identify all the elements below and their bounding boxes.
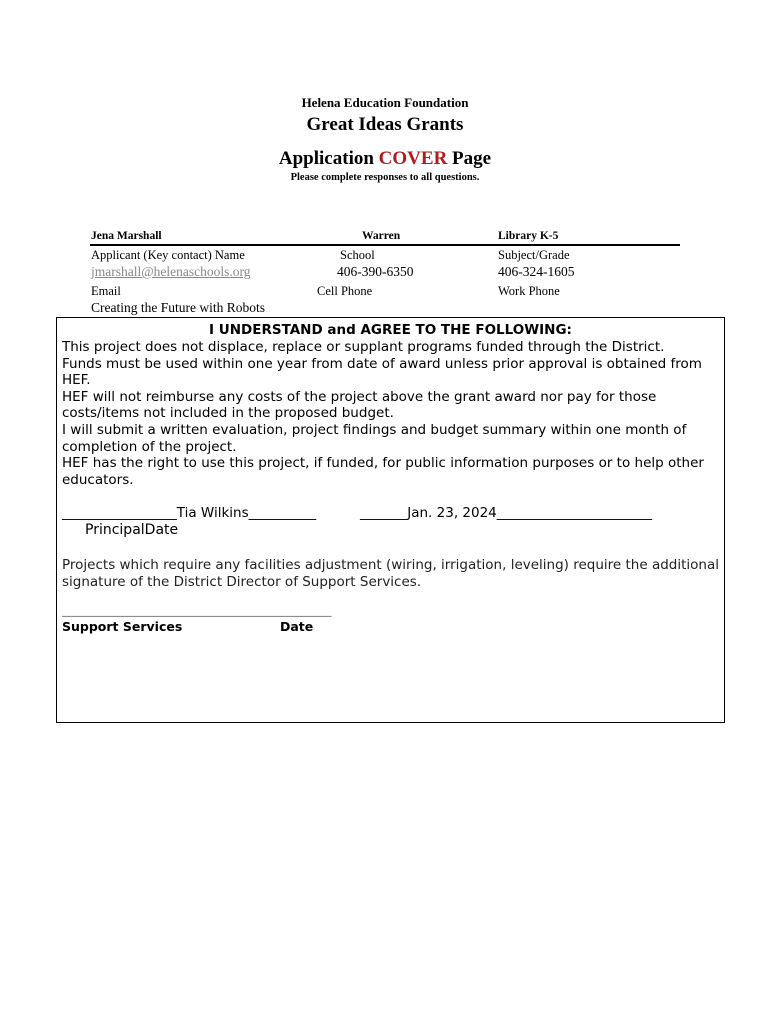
project-title[interactable]: Creating the Future with Robots xyxy=(91,300,265,315)
support-signature-line[interactable]: _________________________________________________ xyxy=(62,604,332,617)
form-subtitle xyxy=(0,148,770,170)
agreement-item-publicity: HEF has the right to use this project, if funded, for public information purposes or to help other educators. xyxy=(62,455,704,488)
organization-name: Helena Education Foundation xyxy=(301,95,469,110)
agreement-item-supplant: This project does not displace, replace or supplant programs funded through the District. xyxy=(62,339,665,355)
cell-phone-label: Cell Phone xyxy=(317,284,373,298)
agreement-item-reimbursement: HEF will not reimburse any costs of the project above the grant award nor pay for those costs/items not included in the proposed budget. xyxy=(62,388,657,422)
applicant-name-value[interactable]: Jena Marshall xyxy=(91,230,162,242)
email-value-link[interactable]: jmarshall@helenaschools.org xyxy=(91,264,251,279)
agreement-item-timeframe: Funds must be used within one year from date of award unless prior approval is obtained from HEF. xyxy=(62,355,702,389)
applicant-divider xyxy=(90,244,680,246)
cell-phone-value[interactable]: 406-390-6350 xyxy=(337,264,414,279)
instructions: Please complete responses to all questions. xyxy=(290,172,480,183)
principal-date-label: Date xyxy=(144,522,179,538)
agreement-text xyxy=(62,339,722,488)
applicant-name-label: Applicant (Key contact) Name xyxy=(91,248,245,262)
principal-signature-line[interactable]: _________________Tia Wilkins__________ xyxy=(62,505,317,521)
subject-grade-label: Subject/Grade xyxy=(498,248,570,262)
support-services-label: Support Services xyxy=(62,619,183,634)
subtitle-post: Page xyxy=(447,148,492,169)
email-label: Email xyxy=(91,284,121,298)
facilities-note: Projects which require any facilities adjustment (wiring, irrigation, leveling) require the additional signature of the District Director of Support Services. xyxy=(62,557,720,590)
subject-grade-value[interactable]: Library K-5 xyxy=(498,230,559,242)
work-phone-label: Work Phone xyxy=(498,284,560,298)
form-title: Great Ideas Grants xyxy=(306,114,464,135)
principal-date-labels xyxy=(85,522,178,538)
principal-date-line[interactable]: _______Jan. 23, 2024_______________________ xyxy=(360,505,653,521)
work-phone-value[interactable]: 406-324-1605 xyxy=(498,264,575,279)
school-label: School xyxy=(340,248,375,262)
school-value[interactable]: Warren xyxy=(362,230,401,242)
subtitle-pre: Application xyxy=(278,148,379,169)
support-date-label: Date xyxy=(280,619,314,634)
agreement-item-evaluation: I will submit a written evaluation, project findings and budget summary within one month of completion of the project. xyxy=(62,421,687,455)
subtitle-accent: COVER xyxy=(378,148,448,169)
principal-label: Principal xyxy=(85,522,145,538)
agreement-heading: I UNDERSTAND and AGREE TO THE FOLLOWING: xyxy=(209,322,572,338)
